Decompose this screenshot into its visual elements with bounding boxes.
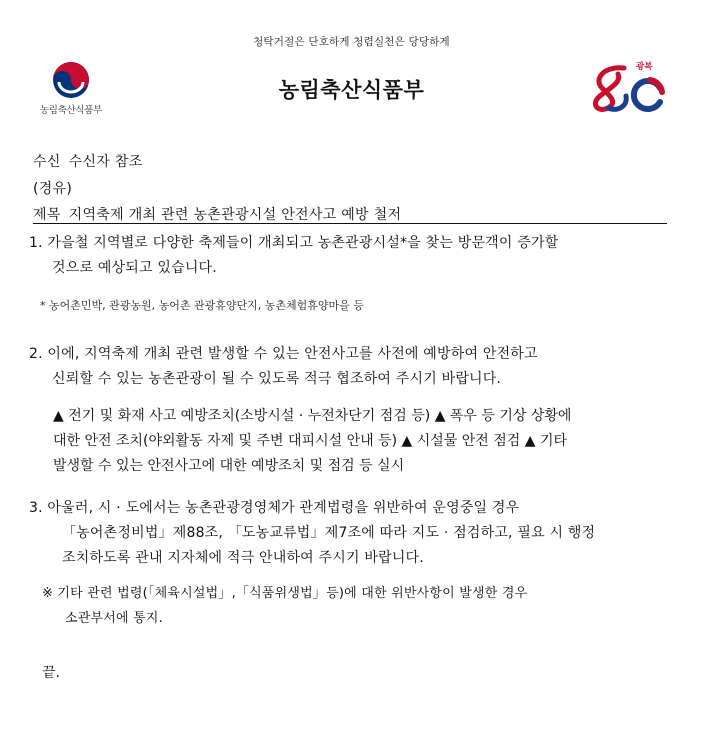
item-3-line-2: 「농어촌정비법」제88조, 「도농교류법」제7조에 따라 지도 · 점검하고, 필요 시 행정	[62, 525, 596, 541]
item-3-remark-line-2: 소관부서에 통지.	[65, 611, 163, 626]
item-2-number: 2.	[29, 346, 43, 362]
ministry-title: 농림축산식품부	[278, 78, 425, 102]
subject-label: 제목	[33, 207, 61, 223]
liberation-80-logo	[588, 58, 670, 114]
via-label: (경유)	[33, 181, 73, 197]
item-3	[29, 496, 679, 571]
item-3-remark-line-1: ※ 기타 관련 법령(「체육시설법」,「식품위생법」등)에 대한 위반사항이 발생한 경우	[42, 586, 528, 601]
safety-measures-line-3: 발생할 수 있는 안전사고에 대한 예방조치 및 점검 등 실시	[53, 458, 405, 474]
recipient-row	[33, 151, 143, 171]
item-3-text-1: 아울러, 시 · 도에서는 농촌관광경영체가 관계법령을 위반하여 운영중일 경우	[47, 500, 520, 516]
item-2-text-1: 이에, 지역축제 개최 관련 발생할 수 있는 안전사고를 사전에 예방하여 안전하고	[47, 346, 538, 362]
item-1	[29, 231, 679, 281]
item-1-text-1: 가을철 지역별로 다양한 축제들이 개최되고 농촌관광시설*을 찾는 방문객이 증가할	[47, 235, 559, 251]
recipient-value: 수신자 참조	[68, 154, 143, 170]
recipient-label: 수신	[33, 154, 61, 170]
item-1-line-2: 것으로 예상되고 있습니다.	[52, 260, 217, 276]
liberation-80-icon	[588, 58, 670, 114]
header-divider	[33, 223, 667, 224]
item-3-line-3: 조치하도록 관내 지자체에 적극 안내하여 주시기 바랍니다.	[62, 550, 424, 566]
item-3-line-1	[29, 496, 679, 521]
closing-mark: 끝.	[42, 665, 60, 681]
item-3-remark	[42, 581, 672, 631]
liberation-label: 광복	[636, 62, 653, 72]
subject-value: 지역축제 개최 관련 농촌관광시설 안전사고 예방 철저	[68, 207, 402, 223]
item-2-line-1	[29, 342, 679, 367]
item-1-footnote: * 농어촌민박, 관광농원, 농어촌 관광휴양단지, 농촌체험휴양마을 등	[40, 299, 364, 312]
item-2-safety-measures	[53, 404, 669, 479]
subject-row	[33, 204, 401, 224]
ministry-small-label: 농림축산식품부	[39, 105, 103, 116]
item-2	[29, 342, 679, 392]
slogan: 청탁거절은 단호하게 청렴실천은 당당하게	[253, 36, 450, 48]
item-1-number: 1.	[29, 235, 43, 251]
item-2-line-2: 신뢰할 수 있는 농촌관광이 될 수 있도록 적극 협조하여 주시기 바랍니다.	[52, 371, 502, 387]
item-3-number: 3.	[29, 500, 43, 516]
safety-measures-line-2: 대한 안전 조치(야외활동 자제 및 주변 대피시설 안내 등) ▲ 시설물 안전 점검 ▲ 기타	[53, 433, 568, 449]
item-1-line-1	[29, 231, 679, 256]
via-row	[33, 178, 72, 198]
safety-measures-line-1: ▲ 전기 및 화재 사고 예방조치(소방시설 · 누전차단기 점검 등) ▲ 폭우 등 기상 상황에	[53, 408, 572, 424]
